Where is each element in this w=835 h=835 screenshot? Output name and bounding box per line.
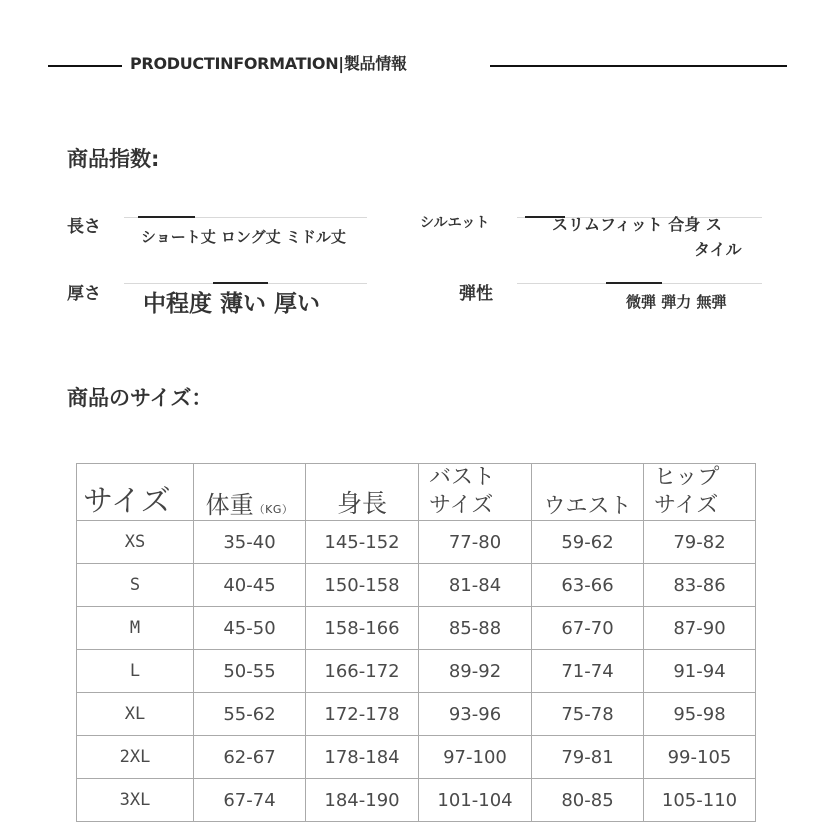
cell-size: S <box>77 564 194 607</box>
header-weight <box>194 464 306 521</box>
cell-bust: 93-96 <box>419 693 532 736</box>
cell-waist: 71-74 <box>532 650 644 693</box>
size-chart-table <box>76 463 756 822</box>
cell-height: 178-184 <box>306 736 419 779</box>
length-selected-marker <box>138 216 195 218</box>
length-label: 長さ <box>67 217 101 237</box>
silhouette-options-line1: スリムフィット 合身 ス <box>552 215 722 234</box>
cell-waist: 63-66 <box>532 564 644 607</box>
banner-divider-right <box>490 65 787 67</box>
cell-weight: 55-62 <box>194 693 306 736</box>
table-row <box>77 521 756 564</box>
cell-hip: 83-86 <box>644 564 756 607</box>
cell-hip: 99-105 <box>644 736 756 779</box>
cell-size: 3XL <box>77 779 194 822</box>
thickness-selected-marker <box>213 282 268 284</box>
table-row <box>77 607 756 650</box>
cell-weight: 35-40 <box>194 521 306 564</box>
cell-height: 158-166 <box>306 607 419 650</box>
table-row <box>77 736 756 779</box>
cell-weight: 45-50 <box>194 607 306 650</box>
cell-waist: 67-70 <box>532 607 644 650</box>
cell-height: 172-178 <box>306 693 419 736</box>
cell-height: 150-158 <box>306 564 419 607</box>
header-hip <box>644 464 756 521</box>
indices-heading: 商品指数: <box>67 147 160 171</box>
banner-divider-left <box>48 65 122 67</box>
silhouette-options-line2: タイル <box>694 240 742 259</box>
cell-hip: 91-94 <box>644 650 756 693</box>
table-row <box>77 779 756 822</box>
length-options: ショート丈 ロング丈 ミドル丈 <box>141 228 346 246</box>
cell-hip: 95-98 <box>644 693 756 736</box>
table-header-row <box>77 464 756 521</box>
cell-bust: 101-104 <box>419 779 532 822</box>
cell-weight: 50-55 <box>194 650 306 693</box>
cell-weight: 62-67 <box>194 736 306 779</box>
cell-height: 184-190 <box>306 779 419 822</box>
header-bust-line1: バスト <box>429 465 496 490</box>
header-weight-unit: （KG） <box>253 503 294 516</box>
cell-waist: 80-85 <box>532 779 644 822</box>
cell-size: XL <box>77 693 194 736</box>
cell-size: 2XL <box>77 736 194 779</box>
elasticity-selected-marker <box>606 282 662 284</box>
thickness-label: 厚さ <box>67 284 101 304</box>
table-row <box>77 564 756 607</box>
cell-hip: 105-110 <box>644 779 756 822</box>
cell-size: M <box>77 607 194 650</box>
cell-height: 166-172 <box>306 650 419 693</box>
table-row <box>77 693 756 736</box>
header-waist: ウエスト <box>532 464 644 521</box>
header-bust <box>419 464 532 521</box>
cell-bust: 89-92 <box>419 650 532 693</box>
header-hip-line2: サイズ <box>654 493 719 518</box>
cell-waist: 79-81 <box>532 736 644 779</box>
cell-size: L <box>77 650 194 693</box>
table-row <box>77 650 756 693</box>
header-weight-label: 体重 <box>205 491 254 519</box>
header-bust-line2: サイズ <box>429 493 494 518</box>
cell-weight: 67-74 <box>194 779 306 822</box>
cell-bust: 77-80 <box>419 521 532 564</box>
cell-weight: 40-45 <box>194 564 306 607</box>
elasticity-options: 微弾 弾力 無弾 <box>626 293 727 311</box>
elasticity-label: 弾性 <box>459 284 493 304</box>
banner-title: PRODUCTINFORMATION|製品情報 <box>130 54 407 73</box>
cell-waist: 59-62 <box>532 521 644 564</box>
cell-height: 145-152 <box>306 521 419 564</box>
header-height: 身長 <box>306 464 419 521</box>
cell-hip: 87-90 <box>644 607 756 650</box>
header-hip-line1: ヒップ <box>654 465 720 490</box>
cell-bust: 97-100 <box>419 736 532 779</box>
header-size: サイズ <box>77 464 194 521</box>
thickness-options: 中程度 薄い 厚い <box>143 291 321 317</box>
cell-bust: 85-88 <box>419 607 532 650</box>
silhouette-label: シルエット <box>420 215 490 231</box>
cell-waist: 75-78 <box>532 693 644 736</box>
cell-bust: 81-84 <box>419 564 532 607</box>
cell-size: XS <box>77 521 194 564</box>
cell-hip: 79-82 <box>644 521 756 564</box>
size-heading: 商品のサイズ： <box>67 386 213 410</box>
